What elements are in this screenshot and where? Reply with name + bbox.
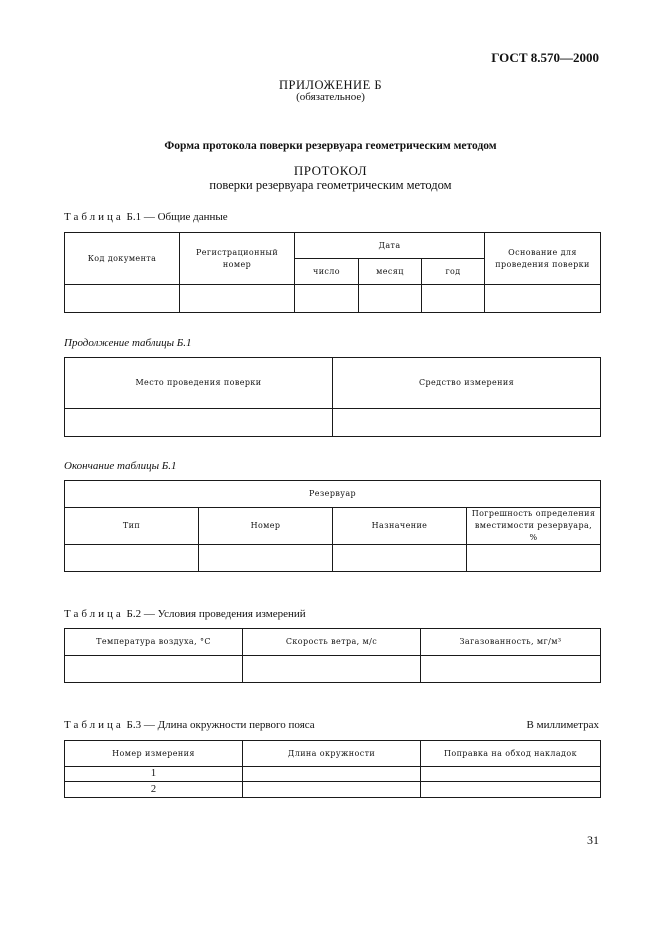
b2-header-temp: Температура воздуха, °С: [65, 629, 243, 656]
b1e-cell[interactable]: [333, 545, 467, 572]
page-number: 31: [587, 833, 599, 847]
b3-cell[interactable]: [421, 767, 601, 782]
b1e-header-purpose: Назначение: [333, 508, 467, 545]
b1-cell[interactable]: [422, 285, 485, 313]
table-b2: [64, 628, 601, 683]
b1c-header-place: Место проведения поверки: [65, 358, 333, 409]
b3-cell[interactable]: [421, 782, 601, 798]
protocol-subtitle: поверки резервуара геометрическим методом: [209, 178, 452, 192]
b1-header-year: год: [422, 259, 485, 285]
b2-cell[interactable]: [421, 656, 601, 683]
table-b1-ending: [64, 480, 601, 572]
b1e-header-number: Номер: [199, 508, 333, 545]
b2-header-gas: Загазованность, мг/м³: [421, 629, 601, 656]
table-row: [65, 767, 601, 782]
appendix-subtitle: (обязательное): [296, 91, 365, 103]
b3-row-number: 2: [65, 782, 243, 798]
b1-cell[interactable]: [180, 285, 295, 313]
b1c-header-means: Средство измерения: [333, 358, 601, 409]
b2-cell[interactable]: [65, 656, 243, 683]
table-b1: [64, 232, 601, 313]
b3-row-number: 1: [65, 767, 243, 782]
table-b3-caption-text: Б.3 — Длина окружности первого пояса: [126, 719, 315, 731]
b1-header-code: Код документа: [65, 233, 180, 285]
table-b1-end-caption: Окончание таблицы Б.1: [64, 460, 177, 472]
table-row: [65, 782, 601, 798]
b3-header-length: Длина окружности: [243, 741, 421, 767]
b1-header-date: Дата: [295, 233, 485, 259]
table-b1-continuation: [64, 357, 601, 437]
table-b1-caption: [64, 211, 228, 223]
protocol-title: ПРОТОКОЛ: [293, 163, 368, 178]
b1-cell[interactable]: [485, 285, 601, 313]
table-b1-caption-text: Б.1 — Общие данные: [126, 211, 228, 223]
b2-header-wind: Скорость ветра, м/с: [243, 629, 421, 656]
b1-cell[interactable]: [359, 285, 422, 313]
b1e-cell[interactable]: [65, 545, 199, 572]
b1-header-day: число: [295, 259, 359, 285]
b1c-cell[interactable]: [65, 409, 333, 437]
b1e-cell[interactable]: [199, 545, 333, 572]
b1-header-reg: Регистрационный номер: [180, 233, 295, 285]
form-title: Форма протокола поверки резервуара геометрическим методом: [164, 140, 497, 152]
table-b2-caption: [64, 608, 306, 620]
table-b2-caption-word: Таблица: [64, 608, 124, 620]
b1e-header-error: Погрешность определения вместимости резервуара, %: [467, 508, 601, 545]
table-b3: [64, 740, 601, 798]
b1e-header-tank: Резервуар: [65, 481, 601, 508]
b1-cell[interactable]: [295, 285, 359, 313]
table-b1-cont-caption: Продолжение таблицы Б.1: [64, 337, 192, 349]
b1e-header-type: Тип: [65, 508, 199, 545]
appendix-title: ПРИЛОЖЕНИЕ Б: [278, 78, 383, 92]
b1e-cell[interactable]: [467, 545, 601, 572]
b1-cell[interactable]: [65, 285, 180, 313]
b1c-cell[interactable]: [333, 409, 601, 437]
table-b3-caption: [64, 719, 315, 731]
b3-cell[interactable]: [243, 782, 421, 798]
table-b1-caption-word: Таблица: [64, 211, 124, 223]
b3-header-corr: Поправка на обход накладок: [421, 741, 601, 767]
b1-header-basis: Основание для проведения поверки: [485, 233, 601, 285]
b2-cell[interactable]: [243, 656, 421, 683]
table-b2-caption-text: Б.2 — Условия проведения измерений: [126, 608, 306, 620]
b1-header-month: месяц: [359, 259, 422, 285]
b3-header-meas: Номер измерения: [65, 741, 243, 767]
b3-cell[interactable]: [243, 767, 421, 782]
table-b3-unit: В миллиметрах: [526, 719, 599, 731]
standard-number: ГОСТ 8.570—2000: [491, 50, 599, 65]
table-b3-caption-word: Таблица: [64, 719, 124, 731]
